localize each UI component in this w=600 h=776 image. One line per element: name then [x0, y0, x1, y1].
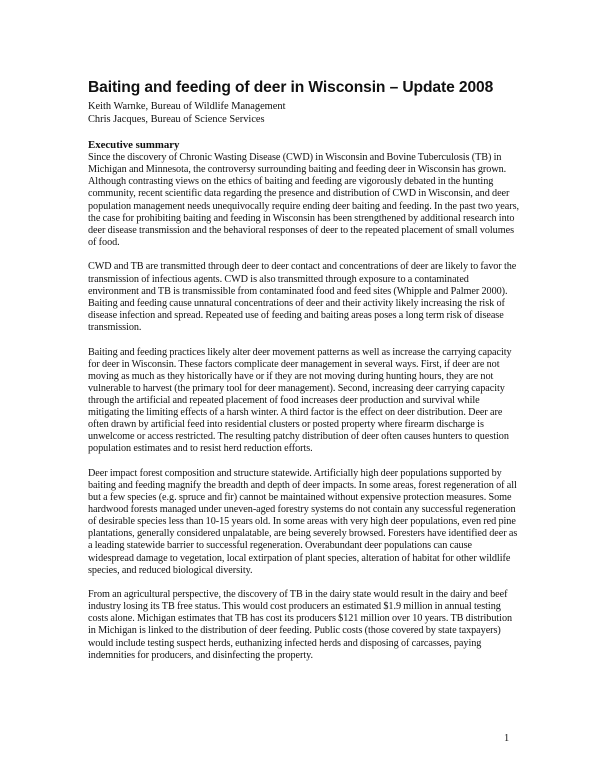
- document-body: [88, 78, 520, 674]
- paragraph: Since the discovery of Chronic Wasting Disease (CWD) in Wisconsin and Bovine Tuberculosis (TB) in Michigan and Minnesota, the controversy surrounding baiting and feeding deer in Wisconsin has grown. Although contrasting views on the ethics of baiting and feeding are vigorously debated in the hunting community, recent scientific data regarding the presence and distribution of CWD in Wisconsin, and deer population management needs unequivocally require ending deer baiting and feeding. In the past two years, the case for prohibiting baiting and feeding in Wisconsin has been strengthened by additional research into deer disease transmission and the behavioral responses of deer to the repeated placement of small volumes of food.: [88, 152, 520, 248]
- page-number: 1: [504, 733, 510, 744]
- paragraph: Baiting and feeding practices likely alter deer movement patterns as well as increase the carrying capacity for deer in Wisconsin. These factors complicate deer management in several ways. First, if deer are not moving as much as they historically have or if they are not moving during hunting hours, they are not vulnerable to harvest (the primary tool for deer management). Second, increasing deer carrying capacity through the artificial and repeated placement of food increases deer production and survival while mitigating the limiting effects of a harsh winter. A third factor is the effect on deer distribution. Deer are often drawn by artificial feed into residential clusters or posted property where firearm discharge is unwelcome or access restricted. The resulting patchy distribution of deer often causes hunters to question population estimates and to resist herd reduction efforts.: [88, 346, 512, 455]
- author-line: Chris Jacques, Bureau of Science Services: [88, 113, 265, 125]
- paragraph: From an agricultural perspective, the discovery of TB in the dairy state would result in the dairy and beef industry losing its TB free status. This would cost producers an estimated $1.9 million in annual testing costs alone. Michigan estimates that TB has cost its producers $121 million over 10 years. TB distribution in Michigan is linked to the distribution of deer feeding. Public costs (those covered by state taxpayers) would include testing suspect herds, euthanizing infected herds and disposing of carcasses, paying indemnities for producers, and disinfecting the property.: [88, 589, 513, 661]
- paragraph: Deer impact forest composition and structure statewide. Artificially high deer populations supported by baiting and feeding magnify the breadth and depth of deer impacts. In some areas, forest regeneration of all but a few species (e.g. spruce and fir) cannot be maintained without expensive protection measures. Some hardwood forests managed under uneven-aged forestry systems do not contain any successful regeneration of desirable species less than 10-15 years old. In some areas with very high deer populations, even red pine plantations, generally considered unpalatable, are being severely browsed. Foresters have identified deer as a leading statewide barrier to successful regeneration. Overabundant deer populations can cause widespread damage to vegetation, local extirpation of plant species, alteration of habitat for other wildlife species, and reduced biological diversity.: [88, 467, 518, 576]
- paragraph: CWD and TB are transmitted through deer to deer contact and concentrations of deer are likely to favor the transmission of infectious agents. CWD is also transmitted through exposure to a contaminated environment and TB is transmissible from contaminated food and feed sites (Whipple and Palmer 2000). Baiting and feeding cause unnatural concentrations of deer and their activity likely increasing the risk of disease infection and spread. Repeated use of feeding and baiting areas poses a long term risk of disease transmission.: [88, 261, 517, 333]
- section-heading: Executive summary: [88, 139, 180, 152]
- author-line: Keith Warnke, Bureau of Wildlife Management: [88, 101, 286, 112]
- document-title: Baiting and feeding of deer in Wisconsin – Update 2008: [88, 79, 494, 96]
